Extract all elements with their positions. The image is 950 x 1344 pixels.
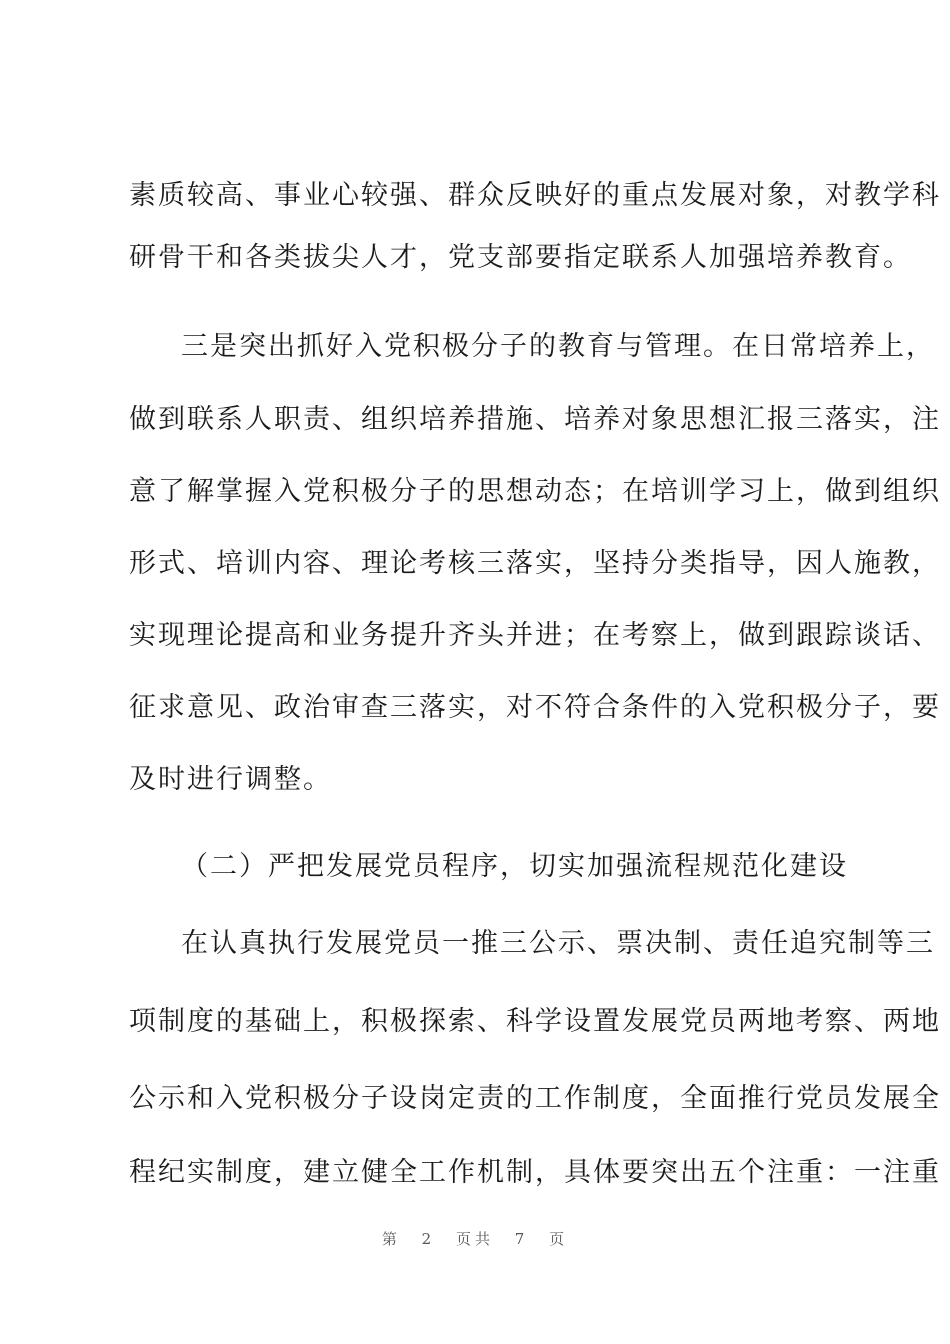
- text-line: 实现理论提高和业务提升齐头并进；在考察上，做到跟踪谈话、: [129, 620, 941, 651]
- text-line: 意了解掌握入党积极分子的思想动态；在培训学习上，做到组织: [129, 476, 941, 507]
- text-line: 素质较高、事业心较强、群众反映好的重点发展对象，对教学科: [129, 180, 941, 211]
- paragraph-start-line: 三是突出抓好入党积极分子的教育与管理。在日常培养上，: [181, 331, 935, 362]
- text-line: 公示和入党积极分子设岗定责的工作制度，全面推行党员发展全: [129, 1083, 941, 1114]
- section-heading: （二）严把发展党员程序，切实加强流程规范化建设: [181, 851, 848, 882]
- text-line: 项制度的基础上，积极探索、科学设置发展党员两地考察、两地: [129, 1006, 941, 1037]
- page-number-footer: 第 2 页共 7 页: [381, 1230, 569, 1248]
- text-line: 研骨干和各类拔尖人才，党支部要指定联系人加强培养教育。: [129, 242, 912, 273]
- paragraph-start-line: 在认真执行发展党员一推三公示、票决制、责任追究制等三: [181, 928, 935, 959]
- text-line: 程纪实制度，建立健全工作机制，具体要突出五个注重：一注重: [129, 1157, 941, 1188]
- text-line: 及时进行调整。: [129, 764, 332, 795]
- text-line: 做到联系人职责、组织培养措施、培养对象思想汇报三落实，注: [129, 404, 941, 435]
- text-line: 征求意见、政治审查三落实，对不符合条件的入党积极分子，要: [129, 692, 941, 723]
- text-line: 形式、培训内容、理论考核三落实，坚持分类指导，因人施教，: [129, 548, 941, 579]
